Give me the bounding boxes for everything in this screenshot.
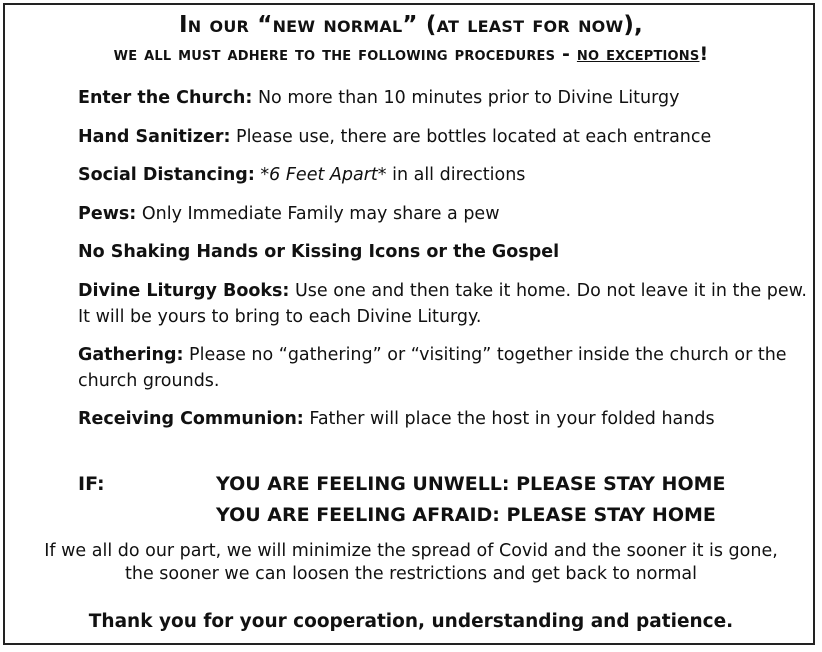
rule-no-shaking-hands [78, 239, 813, 265]
rule-desc: No more than 10 minutes prior to Divine Liturgy [252, 88, 680, 108]
title-line-2-text: we all must adhere to the following procedures - [113, 43, 577, 65]
rule-desc-emphasis: *6 Feet Apart* [260, 165, 387, 185]
rule-term: Receiving Communion: [78, 409, 304, 429]
rule-social-distancing [78, 162, 813, 188]
closing-line-2: the sooner we can loosen the restrictions and get back to normal [125, 564, 697, 584]
rule-term: Hand Sanitizer: [78, 127, 231, 147]
rule-term: No Shaking Hands or Kissing Icons or the Gospel [78, 242, 560, 262]
rule-divine-liturgy-books [78, 278, 813, 330]
rule-desc: Please no “gathering” or “visiting” together inside the church or the church grounds. [78, 345, 787, 391]
title-line-2 [5, 41, 817, 67]
rule-desc: Only Immediate Family may share a pew [136, 204, 500, 224]
thank-you-line: Thank you for your cooperation, understanding and patience. [88, 611, 734, 632]
rule-term: Divine Liturgy Books: [78, 281, 290, 301]
rule-term: Enter the Church: [78, 88, 253, 108]
rule-hand-sanitizer [78, 124, 813, 150]
rule-receiving-communion [78, 406, 813, 432]
rule-desc: Father will place the host in your folded hands [303, 409, 715, 429]
rule-pews [78, 201, 813, 227]
rule-desc: Please use, there are bottles located at each entrance [230, 127, 712, 147]
closing-line-1: If we all do our part, we will minimize the spread of Covid and the sooner it is gone, [44, 541, 778, 561]
title-line-1: In our “new normal” (at least for now), [179, 12, 643, 38]
no-exceptions-emphasis: no exceptions [576, 43, 700, 65]
if-label: IF: [78, 473, 105, 495]
title-line-2-suffix: ! [699, 43, 709, 65]
rule-desc: Use one and then take it home. Do not leave it in the pew. It will be yours to bring to each Divine Liturgy. [78, 281, 807, 327]
rule-desc: in all directions [386, 165, 526, 185]
rule-term: Gathering: [78, 345, 184, 365]
condition-unwell: YOU ARE FEELING UNWELL: PLEASE STAY HOME [216, 473, 726, 495]
condition-afraid: YOU ARE FEELING AFRAID: PLEASE STAY HOME [216, 504, 716, 526]
notice-frame [3, 3, 815, 645]
rule-term: Pews: [78, 204, 137, 224]
rule-term: Social Distancing: [78, 165, 255, 185]
rule-enter-church [78, 85, 813, 111]
rule-gathering [78, 342, 813, 394]
